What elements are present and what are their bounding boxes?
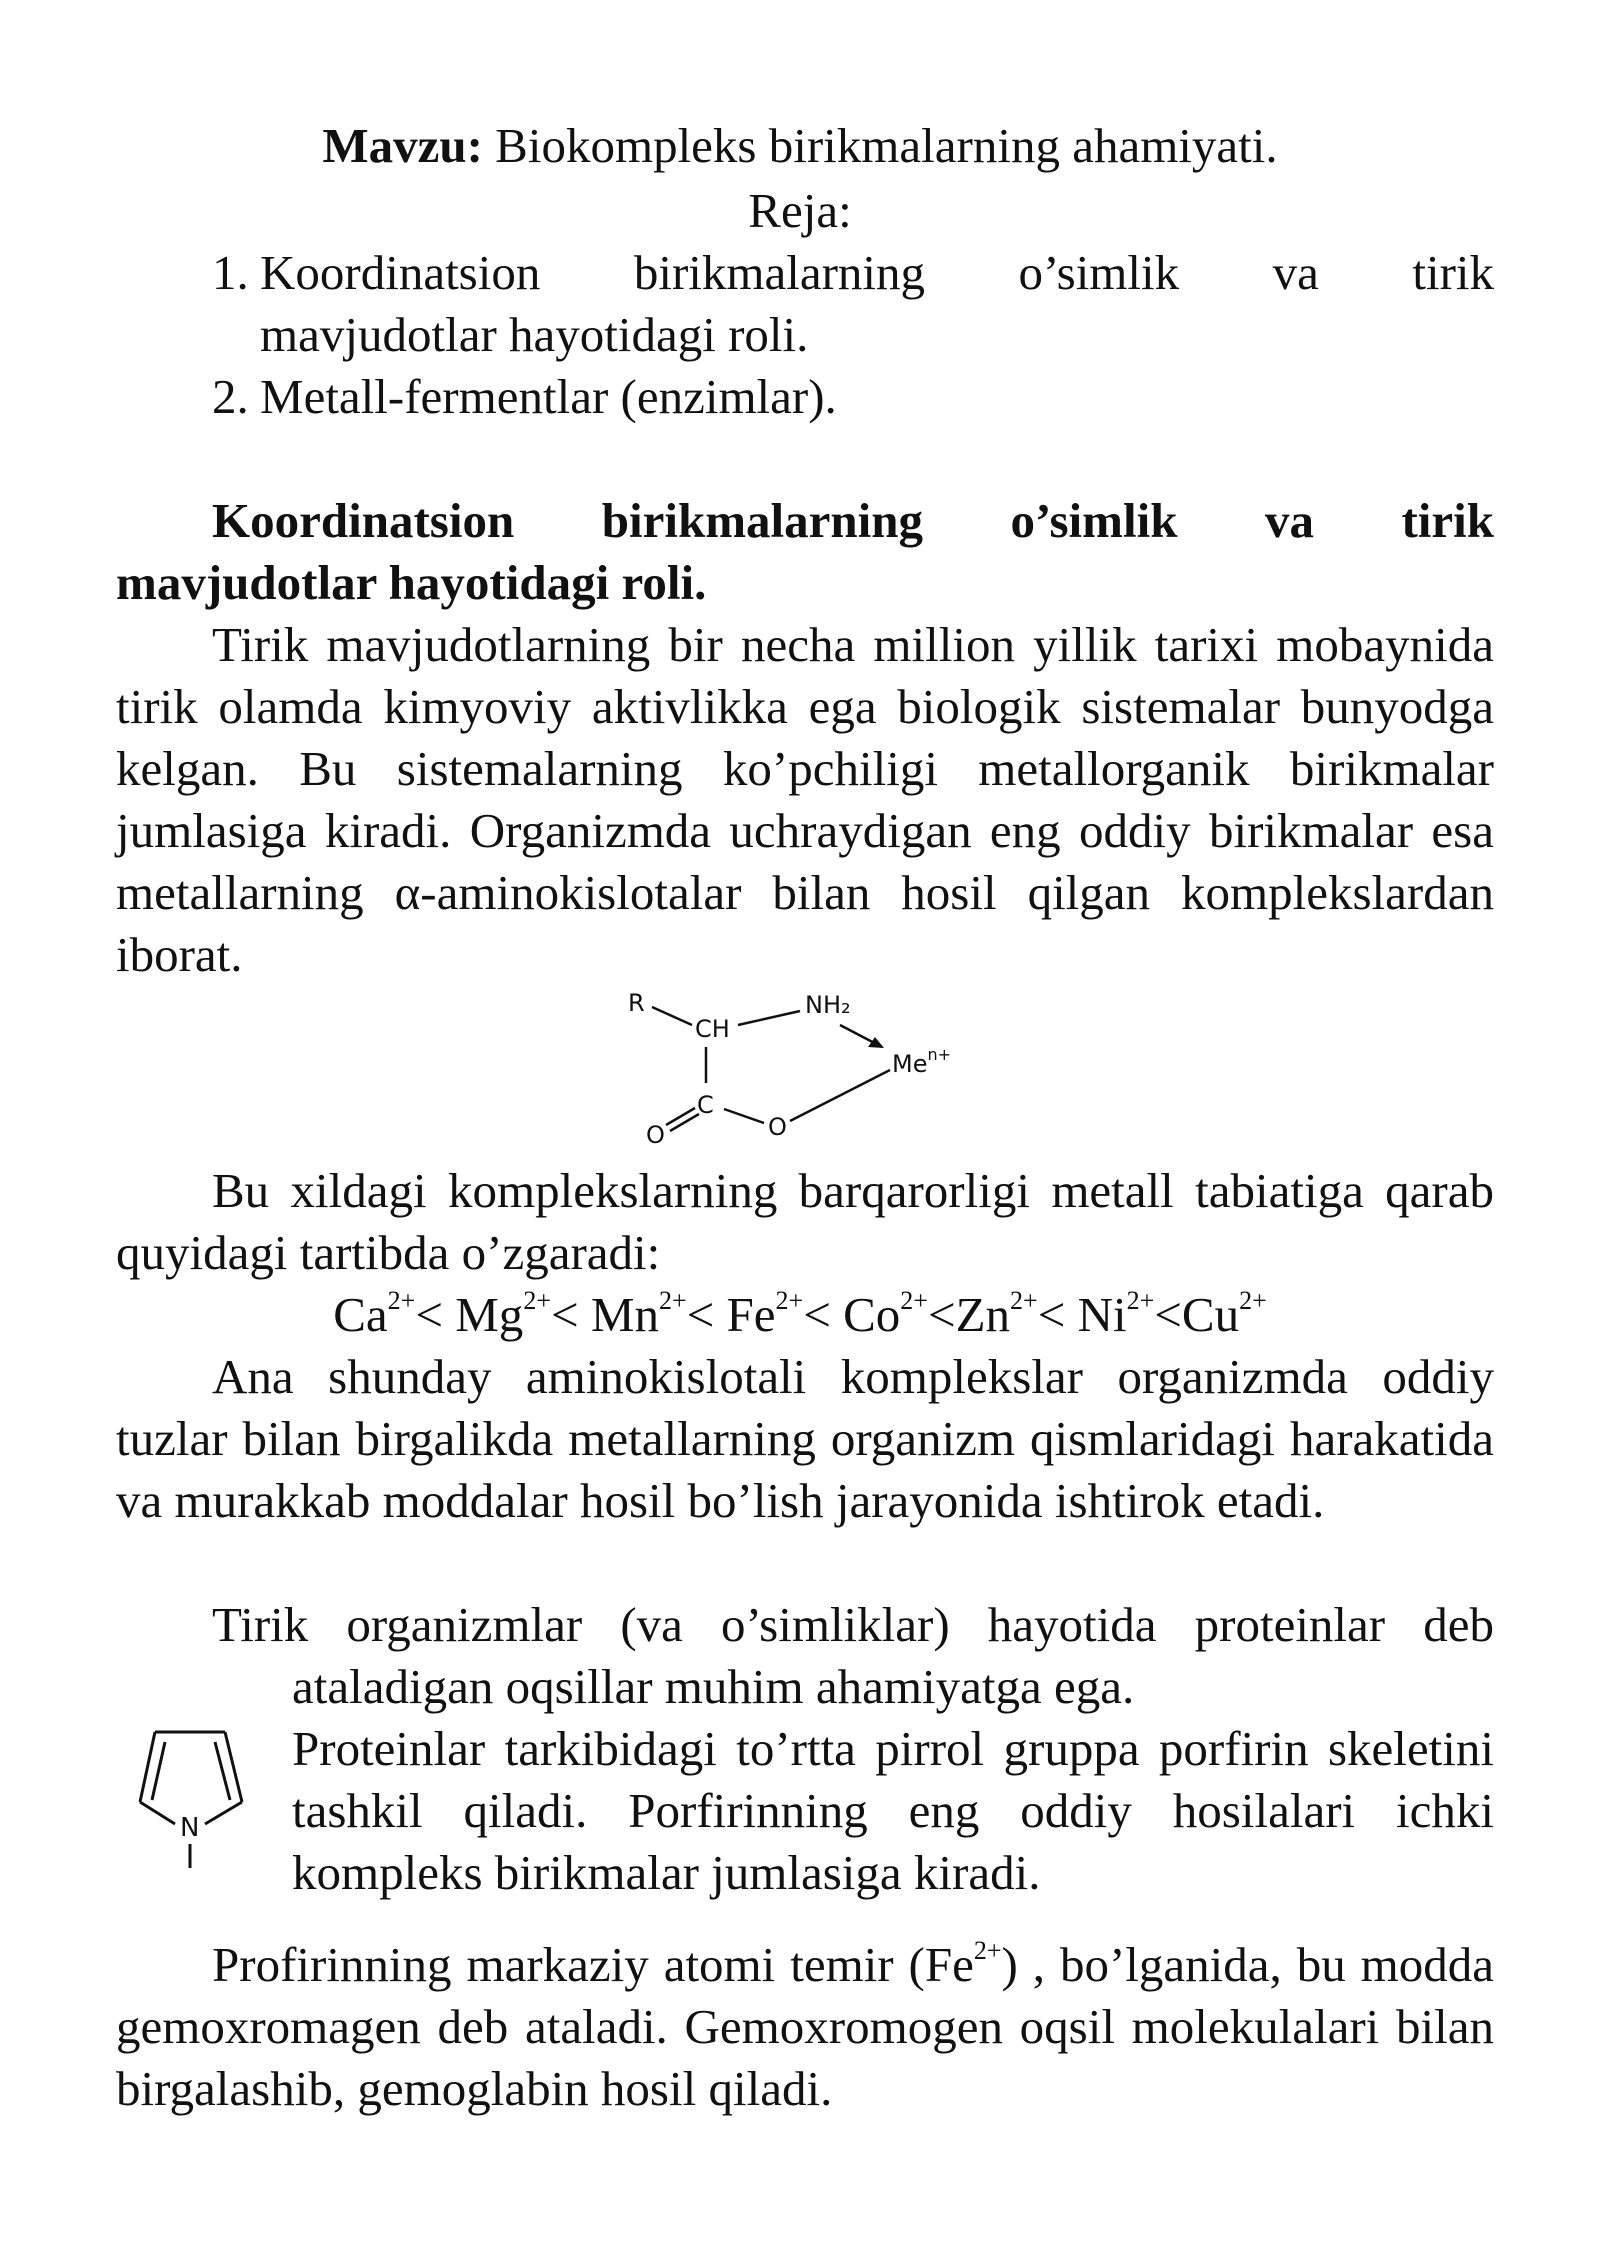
carbon-label: C <box>697 1091 714 1119</box>
nh2-label: NH₂ <box>805 991 851 1019</box>
section-heading-line: Koordinatsion birikmalarning o’simlik va tirik <box>212 493 1494 548</box>
pyrrole-ring-diagram <box>120 1712 270 1877</box>
paragraph-6 <box>116 1934 1494 2120</box>
plan-item-2 <box>212 366 1494 428</box>
topic-title <box>0 115 1600 177</box>
oxygen-label: O <box>768 1113 787 1141</box>
section-heading <box>116 490 1494 552</box>
plan-item-1 <box>212 242 1494 366</box>
ch-label: CH <box>695 1015 730 1043</box>
series-ion: $Fe^{2+}<$ <box>726 1286 844 1342</box>
plan-item-line: mavjudotlar hayotidagi roli. <box>260 307 809 362</box>
metal-charge: n+ <box>927 1045 952 1064</box>
paragraph-1: Tirik mavjudotlarning bir necha million yillik tarixi mobaynida tirik olamda kimyoviy aktivlikka ega biologik sistemalar bunyodga kelgan. Bu sistemalarning ko’pchiligi metallorganik birikmalar jumlasiga kiradi. Organizmda uchraydigan eng oddiy birikmalar esa metallarning α-aminokislotalar bilan hosil qilgan komplekslardan iborat. <box>116 617 1494 982</box>
iron-charge: 2+ <box>973 1936 1002 1965</box>
paragraph-2: Bu xildagi komplekslarning barqarorligi metall tabiatiga qarab quyidagi tartibda o’zgaradi: <box>116 1163 1494 1280</box>
oxygen-double-label: O <box>646 1121 665 1149</box>
series-ion: $Ni^{2+}<$ <box>1077 1286 1182 1342</box>
paragraph-5: Proteinlar tarkibidagi to’rtta pirrol gruppa porfirin skeletini tashkil qiladi. Porfirinning eng oddiy hosilalari ichki kompleks birikmalar jumlasiga kiradi. <box>292 1721 1494 1900</box>
paragraph-6-start: Profirinning markaziy atomi temir (Fe <box>212 1937 974 1992</box>
plan-heading: Reja: <box>748 183 852 238</box>
plan-item-number: 1. <box>212 245 249 300</box>
section-heading-cont <box>116 552 1494 614</box>
section-heading-line: mavjudotlar hayotidagi roli. <box>116 555 707 610</box>
topic-text: Biokompleks birikmalarning ahamiyati. <box>482 118 1278 173</box>
series-ion: $Ca^{2+}<$ <box>333 1286 456 1342</box>
topic-label: Mavzu: <box>322 118 483 173</box>
paragraph-4-line-2: ataladigan oqsillar muhim ahamiyatga ega. <box>292 1659 1135 1714</box>
series-ion: $Mg^{2+}<$ <box>455 1286 591 1342</box>
series-ion: $Zn^{2+}<$ <box>955 1286 1078 1342</box>
metal-symbol: Me <box>892 1050 928 1078</box>
paragraph-6-end: ) , bo’lganida, bu modda gemoxromagen deb ataladi. Gemoxromogen oqsil molekulalari bilan birgalashib, gemoglabin hosil qiladi. <box>116 1937 1494 2116</box>
paragraph-4-line-1: Tirik organizmlar (va o’simliklar) hayotida proteinlar deb <box>212 1597 1494 1652</box>
nitrogen-label: N <box>180 1813 200 1843</box>
series-ion: $Co^{2+}<$ <box>843 1286 956 1342</box>
r-group-label: R <box>628 989 645 1017</box>
stability-series <box>0 1284 1600 1346</box>
series-ion: $Cu^{2+}$ <box>1181 1286 1267 1342</box>
paragraph-3: Ana shunday aminokislotali komplekslar organizmda oddiy tuzlar bilan birgalikda metallarning organizm qismlaridagi harakatida va murakkab moddalar hosil bo’lish jarayonida ishtirok etadi. <box>116 1349 1494 1528</box>
plan-item-line: Metall-fermentlar (enzimlar). <box>260 369 837 424</box>
metal-label <box>892 1045 951 1078</box>
series-ion: $Mn^{2+}<$ <box>590 1286 727 1342</box>
plan-item-number: 2. <box>212 369 249 424</box>
plan-item-line: Koordinatsion birikmalarning o’simlik va tirik <box>260 245 1494 300</box>
amino-acid-complex-diagram <box>600 985 1020 1150</box>
